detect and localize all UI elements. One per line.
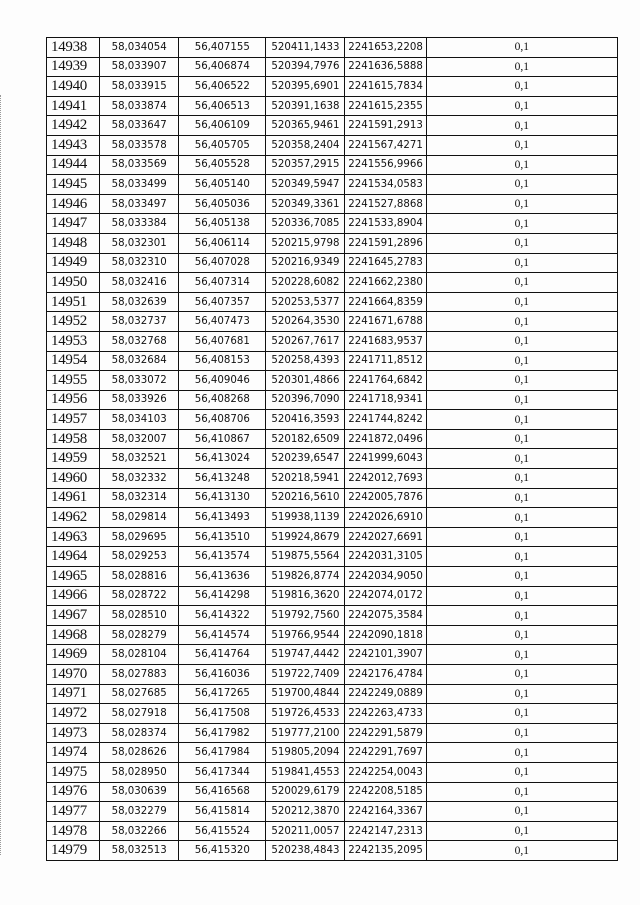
- x-coordinate-cell: 520218,5941: [266, 469, 345, 489]
- accuracy-cell: 0,1: [426, 547, 617, 567]
- point-number-cell: 14950: [47, 273, 100, 293]
- point-number-cell: 14941: [47, 96, 100, 116]
- table-row: [47, 233, 618, 253]
- longitude-cell: 56,415524: [179, 821, 266, 841]
- y-coordinate-cell: 2241556,9966: [345, 155, 426, 175]
- y-coordinate-cell: 2241999,6043: [345, 449, 426, 469]
- y-coordinate-cell: 2242101,3907: [345, 645, 426, 665]
- point-number-cell: 14967: [47, 606, 100, 626]
- y-coordinate-cell: 2241744,8242: [345, 410, 426, 430]
- y-coordinate-cell: 2241533,8904: [345, 214, 426, 234]
- point-number-cell: 14966: [47, 586, 100, 606]
- accuracy-cell: 0,1: [426, 410, 617, 430]
- table-row: [47, 429, 618, 449]
- accuracy-cell: 0,1: [426, 351, 617, 371]
- longitude-cell: 56,416036: [179, 665, 266, 685]
- coordinates-table: [46, 37, 618, 861]
- point-number-cell: 14976: [47, 782, 100, 802]
- longitude-cell: 56,406109: [179, 116, 266, 136]
- table-row: [47, 508, 618, 528]
- accuracy-cell: 0,1: [426, 77, 617, 97]
- table-row: [47, 723, 618, 743]
- point-number-cell: 14939: [47, 57, 100, 77]
- accuracy-cell: 0,1: [426, 841, 617, 861]
- latitude-cell: 58,032639: [100, 292, 179, 312]
- table-row: [47, 488, 618, 508]
- x-coordinate-cell: 520349,3361: [266, 194, 345, 214]
- longitude-cell: 56,405138: [179, 214, 266, 234]
- y-coordinate-cell: 2242005,7876: [345, 488, 426, 508]
- latitude-cell: 58,033926: [100, 390, 179, 410]
- y-coordinate-cell: 2242249,0889: [345, 684, 426, 704]
- point-number-cell: 14940: [47, 77, 100, 97]
- table-row: [47, 253, 618, 273]
- y-coordinate-cell: 2242090,1818: [345, 625, 426, 645]
- table-row: [47, 527, 618, 547]
- latitude-cell: 58,033499: [100, 175, 179, 195]
- accuracy-cell: 0,1: [426, 233, 617, 253]
- accuracy-cell: 0,1: [426, 782, 617, 802]
- latitude-cell: 58,029814: [100, 508, 179, 528]
- longitude-cell: 56,408268: [179, 390, 266, 410]
- table-row: [47, 841, 618, 861]
- longitude-cell: 56,407473: [179, 312, 266, 332]
- y-coordinate-cell: 2241664,8359: [345, 292, 426, 312]
- table-row: [47, 135, 618, 155]
- table-row: [47, 96, 618, 116]
- latitude-cell: 58,032737: [100, 312, 179, 332]
- longitude-cell: 56,415320: [179, 841, 266, 861]
- table-row: [47, 410, 618, 430]
- table-row: [47, 606, 618, 626]
- x-coordinate-cell: 519777,2100: [266, 723, 345, 743]
- longitude-cell: 56,417982: [179, 723, 266, 743]
- accuracy-cell: 0,1: [426, 586, 617, 606]
- y-coordinate-cell: 2241653,2208: [345, 38, 426, 58]
- table-row: [47, 312, 618, 332]
- longitude-cell: 56,405528: [179, 155, 266, 175]
- point-number-cell: 14942: [47, 116, 100, 136]
- coordinates-table-body: [47, 38, 618, 861]
- x-coordinate-cell: 520215,9798: [266, 233, 345, 253]
- accuracy-cell: 0,1: [426, 38, 617, 58]
- latitude-cell: 58,028374: [100, 723, 179, 743]
- x-coordinate-cell: 520239,6547: [266, 449, 345, 469]
- table-row: [47, 371, 618, 391]
- x-coordinate-cell: 520029,6179: [266, 782, 345, 802]
- latitude-cell: 58,028722: [100, 586, 179, 606]
- point-number-cell: 14953: [47, 331, 100, 351]
- point-number-cell: 14965: [47, 567, 100, 587]
- latitude-cell: 58,033907: [100, 57, 179, 77]
- y-coordinate-cell: 2241567,4271: [345, 135, 426, 155]
- x-coordinate-cell: 520238,4843: [266, 841, 345, 861]
- accuracy-cell: 0,1: [426, 175, 617, 195]
- table-row: [47, 625, 618, 645]
- table-row: [47, 390, 618, 410]
- x-coordinate-cell: 520411,1433: [266, 38, 345, 58]
- x-coordinate-cell: 519747,4442: [266, 645, 345, 665]
- point-number-cell: 14975: [47, 762, 100, 782]
- latitude-cell: 58,033647: [100, 116, 179, 136]
- latitude-cell: 58,033578: [100, 135, 179, 155]
- table-row: [47, 175, 618, 195]
- table-row: [47, 743, 618, 763]
- longitude-cell: 56,414574: [179, 625, 266, 645]
- accuracy-cell: 0,1: [426, 155, 617, 175]
- point-number-cell: 14972: [47, 704, 100, 724]
- point-number-cell: 14946: [47, 194, 100, 214]
- table-row: [47, 214, 618, 234]
- longitude-cell: 56,406513: [179, 96, 266, 116]
- accuracy-cell: 0,1: [426, 214, 617, 234]
- accuracy-cell: 0,1: [426, 567, 617, 587]
- x-coordinate-cell: 520212,3870: [266, 802, 345, 822]
- accuracy-cell: 0,1: [426, 253, 617, 273]
- y-coordinate-cell: 2241615,2355: [345, 96, 426, 116]
- longitude-cell: 56,417344: [179, 762, 266, 782]
- accuracy-cell: 0,1: [426, 312, 617, 332]
- x-coordinate-cell: 519805,2094: [266, 743, 345, 763]
- y-coordinate-cell: 2242012,7693: [345, 469, 426, 489]
- point-number-cell: 14969: [47, 645, 100, 665]
- latitude-cell: 58,033874: [100, 96, 179, 116]
- x-coordinate-cell: 519700,4844: [266, 684, 345, 704]
- y-coordinate-cell: 2241591,2896: [345, 233, 426, 253]
- latitude-cell: 58,027685: [100, 684, 179, 704]
- y-coordinate-cell: 2242135,2095: [345, 841, 426, 861]
- table-row: [47, 292, 618, 312]
- longitude-cell: 56,407681: [179, 331, 266, 351]
- accuracy-cell: 0,1: [426, 292, 617, 312]
- accuracy-cell: 0,1: [426, 704, 617, 724]
- x-coordinate-cell: 519766,9544: [266, 625, 345, 645]
- accuracy-cell: 0,1: [426, 135, 617, 155]
- y-coordinate-cell: 2241711,8512: [345, 351, 426, 371]
- table-row: [47, 77, 618, 97]
- table-row: [47, 351, 618, 371]
- accuracy-cell: 0,1: [426, 743, 617, 763]
- accuracy-cell: 0,1: [426, 665, 617, 685]
- longitude-cell: 56,417508: [179, 704, 266, 724]
- longitude-cell: 56,405140: [179, 175, 266, 195]
- latitude-cell: 58,032768: [100, 331, 179, 351]
- point-number-cell: 14962: [47, 508, 100, 528]
- y-coordinate-cell: 2242164,3367: [345, 802, 426, 822]
- point-number-cell: 14971: [47, 684, 100, 704]
- latitude-cell: 58,028510: [100, 606, 179, 626]
- x-coordinate-cell: 520301,4866: [266, 371, 345, 391]
- y-coordinate-cell: 2241615,7834: [345, 77, 426, 97]
- longitude-cell: 56,405705: [179, 135, 266, 155]
- accuracy-cell: 0,1: [426, 469, 617, 489]
- scan-margin-line: [0, 95, 3, 855]
- longitude-cell: 56,406114: [179, 233, 266, 253]
- accuracy-cell: 0,1: [426, 645, 617, 665]
- y-coordinate-cell: 2242026,6910: [345, 508, 426, 528]
- accuracy-cell: 0,1: [426, 821, 617, 841]
- accuracy-cell: 0,1: [426, 488, 617, 508]
- x-coordinate-cell: 520211,0057: [266, 821, 345, 841]
- point-number-cell: 14961: [47, 488, 100, 508]
- longitude-cell: 56,409046: [179, 371, 266, 391]
- point-number-cell: 14948: [47, 233, 100, 253]
- longitude-cell: 56,406874: [179, 57, 266, 77]
- y-coordinate-cell: 2242291,7697: [345, 743, 426, 763]
- x-coordinate-cell: 520395,6901: [266, 77, 345, 97]
- point-number-cell: 14973: [47, 723, 100, 743]
- table-row: [47, 802, 618, 822]
- longitude-cell: 56,407155: [179, 38, 266, 58]
- x-coordinate-cell: 520228,6082: [266, 273, 345, 293]
- longitude-cell: 56,408153: [179, 351, 266, 371]
- point-number-cell: 14963: [47, 527, 100, 547]
- longitude-cell: 56,408706: [179, 410, 266, 430]
- longitude-cell: 56,414298: [179, 586, 266, 606]
- latitude-cell: 58,027883: [100, 665, 179, 685]
- latitude-cell: 58,032332: [100, 469, 179, 489]
- x-coordinate-cell: 520349,5947: [266, 175, 345, 195]
- y-coordinate-cell: 2242254,0043: [345, 762, 426, 782]
- accuracy-cell: 0,1: [426, 116, 617, 136]
- point-number-cell: 14947: [47, 214, 100, 234]
- y-coordinate-cell: 2242027,6691: [345, 527, 426, 547]
- point-number-cell: 14974: [47, 743, 100, 763]
- x-coordinate-cell: 520258,4393: [266, 351, 345, 371]
- point-number-cell: 14955: [47, 371, 100, 391]
- y-coordinate-cell: 2241662,2380: [345, 273, 426, 293]
- table-row: [47, 567, 618, 587]
- latitude-cell: 58,032521: [100, 449, 179, 469]
- point-number-cell: 14970: [47, 665, 100, 685]
- longitude-cell: 56,413248: [179, 469, 266, 489]
- longitude-cell: 56,407314: [179, 273, 266, 293]
- table-row: [47, 273, 618, 293]
- y-coordinate-cell: 2242291,5879: [345, 723, 426, 743]
- accuracy-cell: 0,1: [426, 802, 617, 822]
- table-row: [47, 586, 618, 606]
- point-number-cell: 14959: [47, 449, 100, 469]
- table-row: [47, 665, 618, 685]
- latitude-cell: 58,032314: [100, 488, 179, 508]
- accuracy-cell: 0,1: [426, 508, 617, 528]
- x-coordinate-cell: 519726,4533: [266, 704, 345, 724]
- table-row: [47, 547, 618, 567]
- point-number-cell: 14958: [47, 429, 100, 449]
- point-number-cell: 14977: [47, 802, 100, 822]
- accuracy-cell: 0,1: [426, 449, 617, 469]
- y-coordinate-cell: 2242176,4784: [345, 665, 426, 685]
- latitude-cell: 58,033072: [100, 371, 179, 391]
- latitude-cell: 58,033915: [100, 77, 179, 97]
- latitude-cell: 58,032266: [100, 821, 179, 841]
- y-coordinate-cell: 2241645,2783: [345, 253, 426, 273]
- accuracy-cell: 0,1: [426, 527, 617, 547]
- x-coordinate-cell: 520267,7617: [266, 331, 345, 351]
- longitude-cell: 56,413574: [179, 547, 266, 567]
- x-coordinate-cell: 519816,3620: [266, 586, 345, 606]
- latitude-cell: 58,032513: [100, 841, 179, 861]
- table-row: [47, 704, 618, 724]
- y-coordinate-cell: 2241764,6842: [345, 371, 426, 391]
- y-coordinate-cell: 2242074,0172: [345, 586, 426, 606]
- table-row: [47, 762, 618, 782]
- table-row: [47, 194, 618, 214]
- x-coordinate-cell: 519875,5564: [266, 547, 345, 567]
- point-number-cell: 14944: [47, 155, 100, 175]
- longitude-cell: 56,414764: [179, 645, 266, 665]
- point-number-cell: 14979: [47, 841, 100, 861]
- table-row: [47, 57, 618, 77]
- table-row: [47, 645, 618, 665]
- longitude-cell: 56,413510: [179, 527, 266, 547]
- x-coordinate-cell: 519938,1139: [266, 508, 345, 528]
- y-coordinate-cell: 2241591,2913: [345, 116, 426, 136]
- longitude-cell: 56,417984: [179, 743, 266, 763]
- latitude-cell: 58,029695: [100, 527, 179, 547]
- longitude-cell: 56,416568: [179, 782, 266, 802]
- table-row: [47, 155, 618, 175]
- y-coordinate-cell: 2241636,5888: [345, 57, 426, 77]
- longitude-cell: 56,417265: [179, 684, 266, 704]
- latitude-cell: 58,033384: [100, 214, 179, 234]
- longitude-cell: 56,415814: [179, 802, 266, 822]
- accuracy-cell: 0,1: [426, 273, 617, 293]
- latitude-cell: 58,033569: [100, 155, 179, 175]
- point-number-cell: 14943: [47, 135, 100, 155]
- longitude-cell: 56,406522: [179, 77, 266, 97]
- x-coordinate-cell: 519722,7409: [266, 665, 345, 685]
- y-coordinate-cell: 2242075,3584: [345, 606, 426, 626]
- latitude-cell: 58,028816: [100, 567, 179, 587]
- point-number-cell: 14978: [47, 821, 100, 841]
- point-number-cell: 14951: [47, 292, 100, 312]
- point-number-cell: 14954: [47, 351, 100, 371]
- x-coordinate-cell: 520216,5610: [266, 488, 345, 508]
- longitude-cell: 56,410867: [179, 429, 266, 449]
- accuracy-cell: 0,1: [426, 625, 617, 645]
- latitude-cell: 58,032279: [100, 802, 179, 822]
- longitude-cell: 56,405036: [179, 194, 266, 214]
- longitude-cell: 56,413636: [179, 567, 266, 587]
- x-coordinate-cell: 520396,7090: [266, 390, 345, 410]
- y-coordinate-cell: 2241872,0496: [345, 429, 426, 449]
- x-coordinate-cell: 520416,3593: [266, 410, 345, 430]
- point-number-cell: 14957: [47, 410, 100, 430]
- accuracy-cell: 0,1: [426, 684, 617, 704]
- y-coordinate-cell: 2242031,3105: [345, 547, 426, 567]
- latitude-cell: 58,032301: [100, 233, 179, 253]
- point-number-cell: 14960: [47, 469, 100, 489]
- x-coordinate-cell: 520357,2915: [266, 155, 345, 175]
- accuracy-cell: 0,1: [426, 57, 617, 77]
- latitude-cell: 58,034103: [100, 410, 179, 430]
- x-coordinate-cell: 520358,2404: [266, 135, 345, 155]
- x-coordinate-cell: 519826,8774: [266, 567, 345, 587]
- latitude-cell: 58,033497: [100, 194, 179, 214]
- point-number-cell: 14949: [47, 253, 100, 273]
- x-coordinate-cell: 520182,6509: [266, 429, 345, 449]
- accuracy-cell: 0,1: [426, 96, 617, 116]
- accuracy-cell: 0,1: [426, 371, 617, 391]
- table-row: [47, 782, 618, 802]
- y-coordinate-cell: 2241683,9537: [345, 331, 426, 351]
- point-number-cell: 14964: [47, 547, 100, 567]
- x-coordinate-cell: 520216,9349: [266, 253, 345, 273]
- latitude-cell: 58,032684: [100, 351, 179, 371]
- latitude-cell: 58,029253: [100, 547, 179, 567]
- latitude-cell: 58,032007: [100, 429, 179, 449]
- y-coordinate-cell: 2241671,6788: [345, 312, 426, 332]
- x-coordinate-cell: 519924,8679: [266, 527, 345, 547]
- point-number-cell: 14968: [47, 625, 100, 645]
- x-coordinate-cell: 520264,3530: [266, 312, 345, 332]
- point-number-cell: 14945: [47, 175, 100, 195]
- x-coordinate-cell: 520365,9461: [266, 116, 345, 136]
- accuracy-cell: 0,1: [426, 429, 617, 449]
- accuracy-cell: 0,1: [426, 390, 617, 410]
- y-coordinate-cell: 2242034,9050: [345, 567, 426, 587]
- longitude-cell: 56,413130: [179, 488, 266, 508]
- latitude-cell: 58,028950: [100, 762, 179, 782]
- y-coordinate-cell: 2242208,5185: [345, 782, 426, 802]
- x-coordinate-cell: 520394,7976: [266, 57, 345, 77]
- y-coordinate-cell: 2241718,9341: [345, 390, 426, 410]
- accuracy-cell: 0,1: [426, 723, 617, 743]
- latitude-cell: 58,032416: [100, 273, 179, 293]
- table-row: [47, 821, 618, 841]
- point-number-cell: 14952: [47, 312, 100, 332]
- latitude-cell: 58,028104: [100, 645, 179, 665]
- latitude-cell: 58,032310: [100, 253, 179, 273]
- table-row: [47, 116, 618, 136]
- longitude-cell: 56,414322: [179, 606, 266, 626]
- latitude-cell: 58,028626: [100, 743, 179, 763]
- x-coordinate-cell: 519792,7560: [266, 606, 345, 626]
- latitude-cell: 58,034054: [100, 38, 179, 58]
- point-number-cell: 14956: [47, 390, 100, 410]
- y-coordinate-cell: 2242263,4733: [345, 704, 426, 724]
- accuracy-cell: 0,1: [426, 762, 617, 782]
- x-coordinate-cell: 520253,5377: [266, 292, 345, 312]
- x-coordinate-cell: 520391,1638: [266, 96, 345, 116]
- table-row: [47, 331, 618, 351]
- longitude-cell: 56,407028: [179, 253, 266, 273]
- accuracy-cell: 0,1: [426, 331, 617, 351]
- longitude-cell: 56,407357: [179, 292, 266, 312]
- y-coordinate-cell: 2241527,8868: [345, 194, 426, 214]
- table-row: [47, 684, 618, 704]
- x-coordinate-cell: 520336,7085: [266, 214, 345, 234]
- latitude-cell: 58,028279: [100, 625, 179, 645]
- longitude-cell: 56,413024: [179, 449, 266, 469]
- accuracy-cell: 0,1: [426, 606, 617, 626]
- accuracy-cell: 0,1: [426, 194, 617, 214]
- x-coordinate-cell: 519841,4553: [266, 762, 345, 782]
- y-coordinate-cell: 2242147,2313: [345, 821, 426, 841]
- y-coordinate-cell: 2241534,0583: [345, 175, 426, 195]
- point-number-cell: 14938: [47, 38, 100, 58]
- longitude-cell: 56,413493: [179, 508, 266, 528]
- table-row: [47, 38, 618, 58]
- latitude-cell: 58,027918: [100, 704, 179, 724]
- table-row: [47, 469, 618, 489]
- table-row: [47, 449, 618, 469]
- latitude-cell: 58,030639: [100, 782, 179, 802]
